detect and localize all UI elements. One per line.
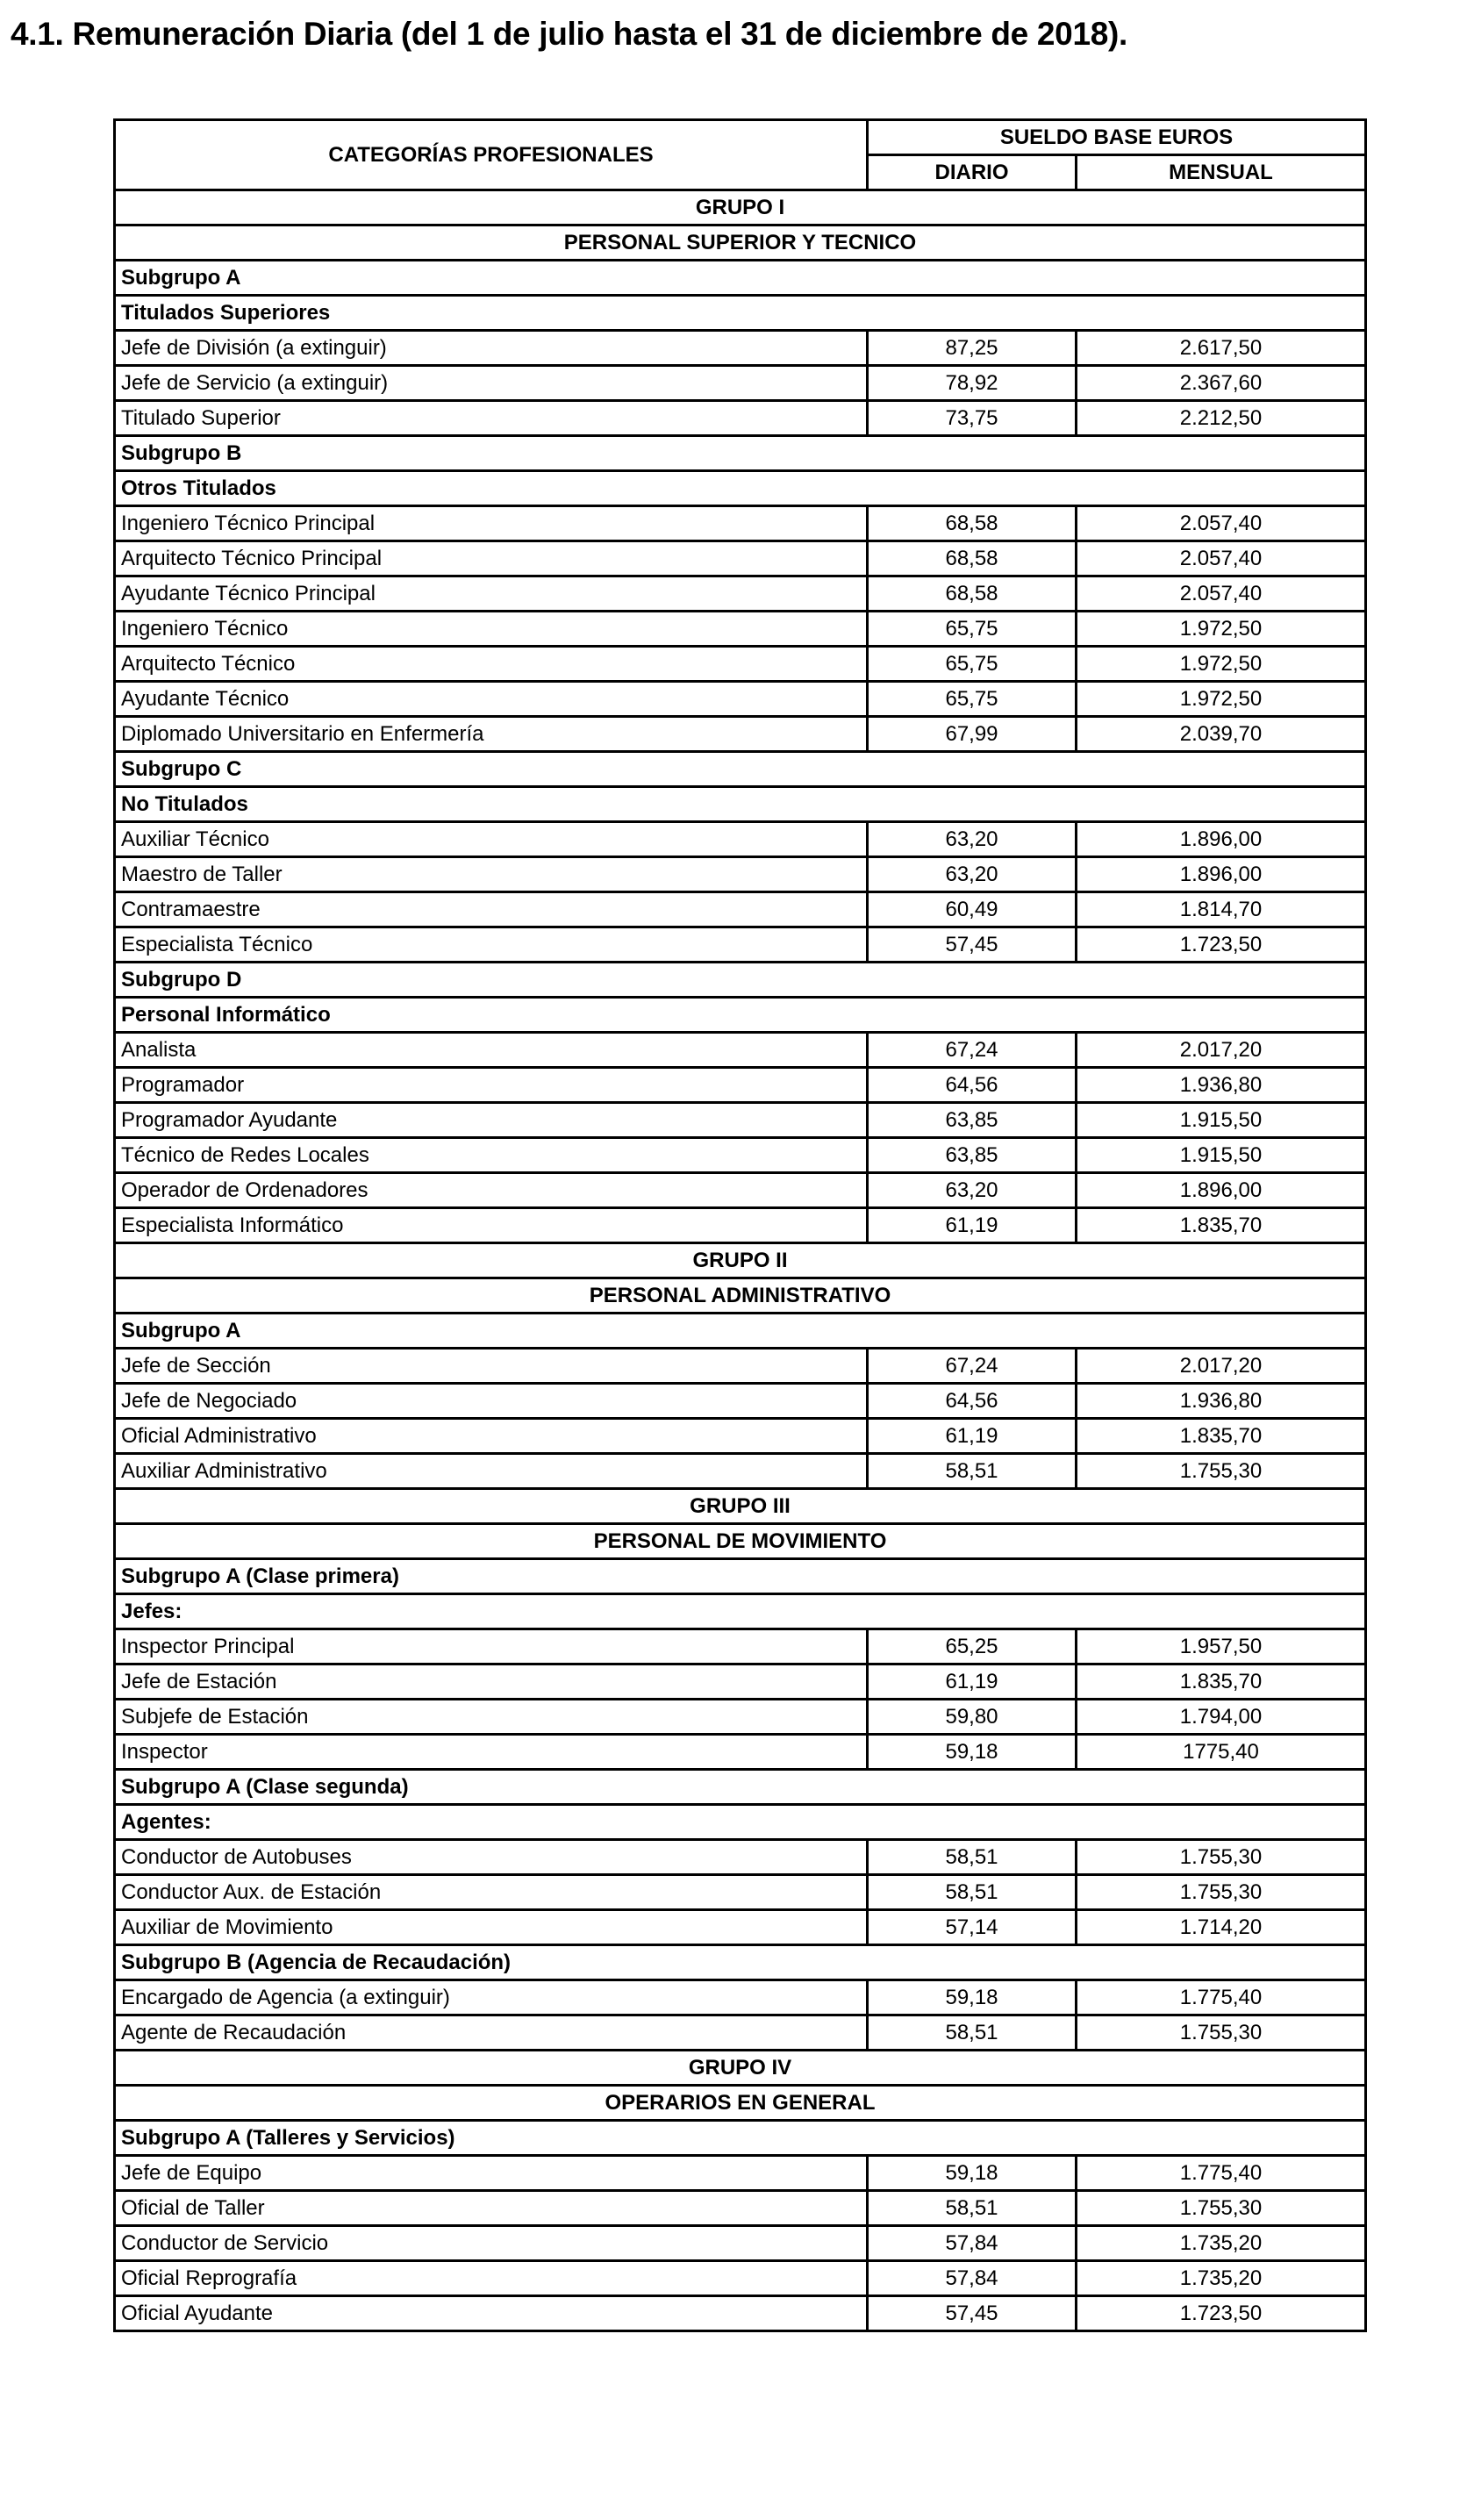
table-row (115, 1735, 1366, 1770)
category-name: Jefe de Sección (115, 1349, 868, 1384)
table-row (115, 717, 1366, 752)
monthly-salary: 1.972,50 (1077, 647, 1366, 682)
group-heading: OPERARIOS EN GENERAL (115, 2086, 1366, 2121)
category-name: Ayudante Técnico Principal (115, 576, 868, 612)
subgroup-heading: Otros Titulados (115, 471, 1366, 506)
category-name: Arquitecto Técnico (115, 647, 868, 682)
daily-salary: 63,20 (868, 857, 1077, 892)
monthly-salary: 1.814,70 (1077, 892, 1366, 927)
monthly-salary: 1.835,70 (1077, 1419, 1366, 1454)
monthly-salary: 2.039,70 (1077, 717, 1366, 752)
subgroup-heading: Subgrupo A (115, 261, 1366, 296)
subgroup-row (115, 1770, 1366, 1805)
monthly-salary: 1.835,70 (1077, 1208, 1366, 1243)
daily-salary: 59,80 (868, 1700, 1077, 1735)
daily-salary: 63,20 (868, 1173, 1077, 1208)
daily-salary: 59,18 (868, 2156, 1077, 2191)
daily-salary: 87,25 (868, 331, 1077, 366)
category-name: Programador (115, 1068, 868, 1103)
daily-salary: 65,75 (868, 612, 1077, 647)
table-row (115, 541, 1366, 576)
daily-salary: 63,85 (868, 1103, 1077, 1138)
monthly-salary: 1.936,80 (1077, 1384, 1366, 1419)
table-row (115, 1664, 1366, 1700)
monthly-salary: 1.714,20 (1077, 1910, 1366, 1945)
category-name: Programador Ayudante (115, 1103, 868, 1138)
monthly-salary: 1.723,50 (1077, 927, 1366, 963)
daily-salary: 58,51 (868, 1840, 1077, 1875)
group-row (115, 226, 1366, 261)
daily-salary: 59,18 (868, 1735, 1077, 1770)
section-title: 4.1. Remuneración Diaria (del 1 de julio hasta el 31 de diciembre de 2018). (11, 16, 1128, 52)
daily-salary: 57,84 (868, 2261, 1077, 2296)
subgroup-row (115, 296, 1366, 331)
category-name: Conductor de Autobuses (115, 1840, 868, 1875)
table-body (115, 190, 1366, 2331)
group-row (115, 1243, 1366, 1278)
header-mensual: MENSUAL (1077, 155, 1366, 190)
category-name: Técnico de Redes Locales (115, 1138, 868, 1173)
daily-salary: 61,19 (868, 1664, 1077, 1700)
monthly-salary: 1.775,40 (1077, 2156, 1366, 2191)
subgroup-heading: Subgrupo B (Agencia de Recaudación) (115, 1945, 1366, 1980)
daily-salary: 60,49 (868, 892, 1077, 927)
table-row (115, 366, 1366, 401)
daily-salary: 68,58 (868, 541, 1077, 576)
category-name: Jefe de Equipo (115, 2156, 868, 2191)
category-name: Maestro de Taller (115, 857, 868, 892)
table-row (115, 892, 1366, 927)
category-name: Jefe de División (a extinguir) (115, 331, 868, 366)
table-row (115, 1875, 1366, 1910)
daily-salary: 78,92 (868, 366, 1077, 401)
table-row (115, 612, 1366, 647)
table-row (115, 2226, 1366, 2261)
category-name: Agente de Recaudación (115, 2015, 868, 2051)
table-row (115, 1349, 1366, 1384)
daily-salary: 57,45 (868, 927, 1077, 963)
table-row (115, 1103, 1366, 1138)
subgroup-row (115, 261, 1366, 296)
monthly-salary: 1.735,20 (1077, 2261, 1366, 2296)
category-name: Conductor Aux. de Estación (115, 1875, 868, 1910)
table-row (115, 1980, 1366, 2015)
group-heading: GRUPO IV (115, 2051, 1366, 2086)
monthly-salary: 2.367,60 (1077, 366, 1366, 401)
subgroup-heading: Subgrupo A (Clase segunda) (115, 1770, 1366, 1805)
subgroup-heading: Subgrupo A (Clase primera) (115, 1559, 1366, 1594)
table-row (115, 1419, 1366, 1454)
subgroup-heading: Subgrupo B (115, 436, 1366, 471)
subgroup-row (115, 1945, 1366, 1980)
subgroup-row (115, 963, 1366, 998)
monthly-salary: 1.896,00 (1077, 1173, 1366, 1208)
subgroup-row (115, 1314, 1366, 1349)
daily-salary: 68,58 (868, 576, 1077, 612)
monthly-salary: 1.915,50 (1077, 1138, 1366, 1173)
subgroup-row (115, 436, 1366, 471)
table-row (115, 1138, 1366, 1173)
group-row (115, 1524, 1366, 1559)
category-name: Auxiliar Administrativo (115, 1454, 868, 1489)
daily-salary: 65,75 (868, 647, 1077, 682)
category-name: Especialista Informático (115, 1208, 868, 1243)
header-diario: DIARIO (868, 155, 1077, 190)
monthly-salary: 1.896,00 (1077, 857, 1366, 892)
monthly-salary: 1.755,30 (1077, 2015, 1366, 2051)
table-row (115, 401, 1366, 436)
salary-table (113, 118, 1367, 2332)
subgroup-row (115, 1594, 1366, 1629)
monthly-salary: 1.794,00 (1077, 1700, 1366, 1735)
subgroup-heading: Jefes: (115, 1594, 1366, 1629)
group-heading: GRUPO I (115, 190, 1366, 226)
category-name: Inspector Principal (115, 1629, 868, 1664)
subgroup-row (115, 752, 1366, 787)
category-name: Contramaestre (115, 892, 868, 927)
category-name: Ingeniero Técnico (115, 612, 868, 647)
subgroup-row (115, 998, 1366, 1033)
daily-salary: 64,56 (868, 1068, 1077, 1103)
monthly-salary: 1.915,50 (1077, 1103, 1366, 1138)
table-row (115, 2015, 1366, 2051)
daily-salary: 73,75 (868, 401, 1077, 436)
monthly-salary: 2.017,20 (1077, 1033, 1366, 1068)
daily-salary: 63,20 (868, 822, 1077, 857)
daily-salary: 67,99 (868, 717, 1077, 752)
daily-salary: 57,84 (868, 2226, 1077, 2261)
table-row (115, 331, 1366, 366)
monthly-salary: 1775,40 (1077, 1735, 1366, 1770)
table-row (115, 1910, 1366, 1945)
monthly-salary: 1.957,50 (1077, 1629, 1366, 1664)
daily-salary: 61,19 (868, 1419, 1077, 1454)
category-name: Oficial de Taller (115, 2191, 868, 2226)
category-name: Oficial Administrativo (115, 1419, 868, 1454)
subgroup-row (115, 787, 1366, 822)
table-row (115, 647, 1366, 682)
daily-salary: 57,45 (868, 2296, 1077, 2331)
daily-salary: 57,14 (868, 1910, 1077, 1945)
group-heading: PERSONAL SUPERIOR Y TECNICO (115, 226, 1366, 261)
category-name: Jefe de Estación (115, 1664, 868, 1700)
daily-salary: 58,51 (868, 2015, 1077, 2051)
monthly-salary: 1.936,80 (1077, 1068, 1366, 1103)
daily-salary: 63,85 (868, 1138, 1077, 1173)
category-name: Operador de Ordenadores (115, 1173, 868, 1208)
monthly-salary: 1.896,00 (1077, 822, 1366, 857)
category-name: Diplomado Universitario en Enfermería (115, 717, 868, 752)
table-row (115, 1384, 1366, 1419)
group-heading: GRUPO III (115, 1489, 1366, 1524)
monthly-salary: 1.755,30 (1077, 1840, 1366, 1875)
table-row (115, 822, 1366, 857)
group-heading: PERSONAL ADMINISTRATIVO (115, 1278, 1366, 1314)
subgroup-heading: Personal Informático (115, 998, 1366, 1033)
daily-salary: 65,25 (868, 1629, 1077, 1664)
category-name: Ayudante Técnico (115, 682, 868, 717)
table-row (115, 1208, 1366, 1243)
table-row (115, 2261, 1366, 2296)
table-row (115, 1700, 1366, 1735)
category-name: Auxiliar Técnico (115, 822, 868, 857)
monthly-salary: 1.972,50 (1077, 612, 1366, 647)
monthly-salary: 1.755,30 (1077, 2191, 1366, 2226)
subgroup-row (115, 1559, 1366, 1594)
monthly-salary: 2.212,50 (1077, 401, 1366, 436)
category-name: Ingeniero Técnico Principal (115, 506, 868, 541)
daily-salary: 58,51 (868, 1875, 1077, 1910)
monthly-salary: 1.835,70 (1077, 1664, 1366, 1700)
monthly-salary: 1.775,40 (1077, 1980, 1366, 2015)
category-name: Auxiliar de Movimiento (115, 1910, 868, 1945)
daily-salary: 58,51 (868, 1454, 1077, 1489)
group-row (115, 1489, 1366, 1524)
table-row (115, 1068, 1366, 1103)
monthly-salary: 2.057,40 (1077, 541, 1366, 576)
monthly-salary: 2.057,40 (1077, 576, 1366, 612)
category-name: Oficial Reprografía (115, 2261, 868, 2296)
header-sueldo: SUELDO BASE EUROS (868, 120, 1366, 155)
monthly-salary: 2.057,40 (1077, 506, 1366, 541)
monthly-salary: 1.755,30 (1077, 1454, 1366, 1489)
category-name: Oficial Ayudante (115, 2296, 868, 2331)
table-row (115, 1629, 1366, 1664)
category-name: Jefe de Negociado (115, 1384, 868, 1419)
monthly-salary: 1.755,30 (1077, 1875, 1366, 1910)
monthly-salary: 2.617,50 (1077, 331, 1366, 366)
table-row (115, 927, 1366, 963)
table-row (115, 1173, 1366, 1208)
category-name: Arquitecto Técnico Principal (115, 541, 868, 576)
table-row (115, 576, 1366, 612)
daily-salary: 61,19 (868, 1208, 1077, 1243)
subgroup-heading: Agentes: (115, 1805, 1366, 1840)
category-name: Especialista Técnico (115, 927, 868, 963)
group-heading: PERSONAL DE MOVIMIENTO (115, 1524, 1366, 1559)
table-row (115, 2296, 1366, 2331)
header-row (115, 120, 1366, 155)
subgroup-heading: No Titulados (115, 787, 1366, 822)
subgroup-row (115, 1805, 1366, 1840)
category-name: Jefe de Servicio (a extinguir) (115, 366, 868, 401)
subgroup-heading: Subgrupo A (115, 1314, 1366, 1349)
category-name: Inspector (115, 1735, 868, 1770)
table-row (115, 1840, 1366, 1875)
daily-salary: 64,56 (868, 1384, 1077, 1419)
subgroup-heading: Subgrupo A (Talleres y Servicios) (115, 2121, 1366, 2156)
table-row (115, 682, 1366, 717)
table-row (115, 857, 1366, 892)
category-name: Conductor de Servicio (115, 2226, 868, 2261)
daily-salary: 65,75 (868, 682, 1077, 717)
subgroup-heading: Subgrupo D (115, 963, 1366, 998)
category-name: Titulado Superior (115, 401, 868, 436)
category-name: Encargado de Agencia (a extinguir) (115, 1980, 868, 2015)
table-row (115, 2191, 1366, 2226)
group-row (115, 1278, 1366, 1314)
subgroup-row (115, 471, 1366, 506)
table-row (115, 506, 1366, 541)
monthly-salary: 1.735,20 (1077, 2226, 1366, 2261)
category-name: Subjefe de Estación (115, 1700, 868, 1735)
daily-salary: 67,24 (868, 1349, 1077, 1384)
monthly-salary: 1.972,50 (1077, 682, 1366, 717)
group-row (115, 190, 1366, 226)
daily-salary: 59,18 (868, 1980, 1077, 2015)
table-row (115, 1454, 1366, 1489)
subgroup-heading: Titulados Superiores (115, 296, 1366, 331)
group-heading: GRUPO II (115, 1243, 1366, 1278)
group-row (115, 2051, 1366, 2086)
group-row (115, 2086, 1366, 2121)
daily-salary: 58,51 (868, 2191, 1077, 2226)
table-row (115, 1033, 1366, 1068)
monthly-salary: 1.723,50 (1077, 2296, 1366, 2331)
daily-salary: 68,58 (868, 506, 1077, 541)
header-categories: CATEGORÍAS PROFESIONALES (115, 120, 868, 190)
subgroup-heading: Subgrupo C (115, 752, 1366, 787)
monthly-salary: 2.017,20 (1077, 1349, 1366, 1384)
daily-salary: 67,24 (868, 1033, 1077, 1068)
category-name: Analista (115, 1033, 868, 1068)
subgroup-row (115, 2121, 1366, 2156)
table-row (115, 2156, 1366, 2191)
